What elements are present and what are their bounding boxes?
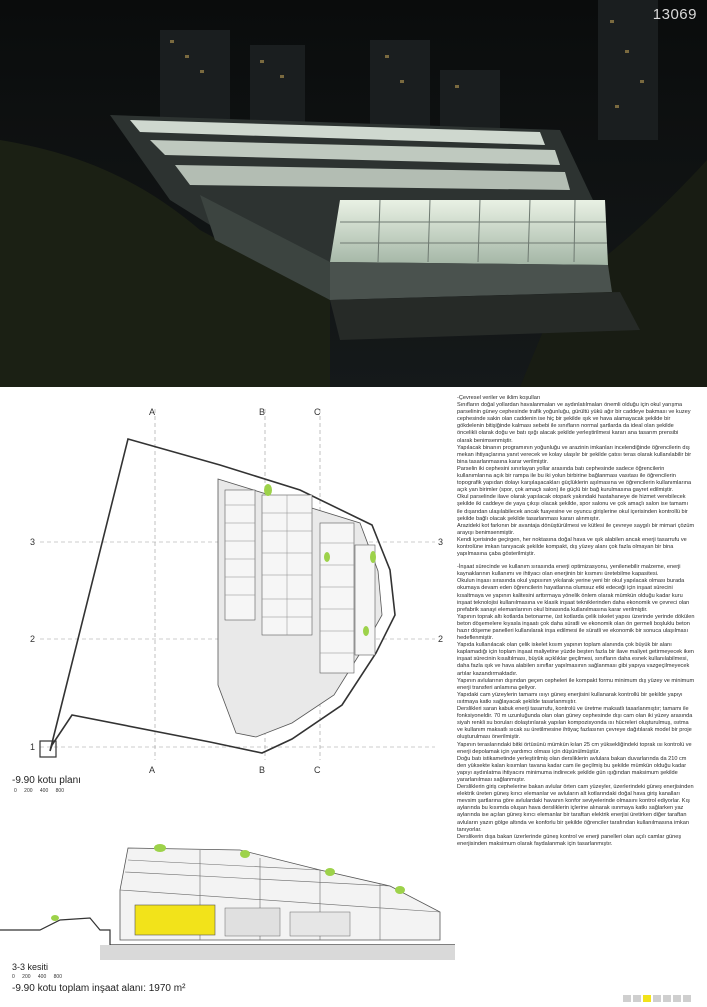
section-scale-bar: [12, 974, 62, 980]
svg-text:C: C: [314, 765, 321, 775]
square-grey: [633, 995, 641, 1002]
svg-text:A: A: [149, 407, 156, 417]
square-grey: [623, 995, 631, 1002]
svg-text:C: C: [314, 407, 321, 417]
square-grey: [673, 995, 681, 1002]
scale-mark: 200: [22, 974, 31, 980]
square-grey: [663, 995, 671, 1002]
paragraph-energy: -İnşaat sürecinde ve kullanım sırasında enerji optimizasyonu, yenilenebilir malzeme, enerji kaynaklarının kullanımı ve ihtiyacı olan enerjinin bir kısmını üretebilme kapasitesi. Okulun inşası sırasında okul yapısının yıkılarak yerine yeni bir okul yapılacak olması burada okumaya devam eden öğrencilerin hayatlarına olumsuz etki edeceği için inşaat sürecini kısaltmaya ve yapının kalitesini arttırmaya yönelik önlem olarak mümkün olduğu kadar kuru inşaat teknolojisi kullanılmasına ve klasik inşaat tekniklerinden daha ekonomik ve çevreci olan prefabrik sanayi elemanlarının okul binasında kullanılmasına karar verilmiştir. Yapının toprak altı kotlarda betonarme, üst kotlarda çelik iskelet yapısı üzerinde yerinde dökülen beton döşemelere kıyasla inşaatı çok daha süratli ve ekonomik olan ön germeli boşluklu beton hazır döşeme panelleri kullanılarak inşa edilmesi ile süratli ve ekonomik bir sonuca ulaşılması hedeflenmiştir. Yapıda kullanılacak olan çelik iskelet kısım yapının toplam alanında çok büyük bir alanı kaplamadığı için toplam inşaat maliyetine yüzde beşten fazla bir ilave maliyet getirmeyecek iken inşaat sürecinin kısaltılması, büyük açıklıklar geçilmesi, sınıfların daha esnek kullanılabilmesi, daha fazla ışık ve hava alabilen sınıflar yapılmasının sağlanması gibi yapıya vazgeçilmeyecek artılar kazandırmaktadır. Yapının avlularının dışından geçen cepheleri ile kompakt formu minimum dış yüzey ve minimum enerji transferi anlamına geliyor. Yapıdaki cam yüzeylerin tamamı ısıyı güneş enerjisini kullanarak kontrollü bir şekilde yapıyı ısıtmaya katkı sağlayacak şekilde tasarlanmıştır. Derslikleri saran kabuk enerji tasarrufu, kontrolü ve üretme maksatlı tasarlanmıştır; tamamı ile fonksiyoneldir. 70 m uzunluğunda olan olan güney cephesinde dışı cam olan iki yüzey arasında siyah renkli su boruları dolaştırılarak yapılan kompozisyonda ısı hücreleri oluşturulmuş, ısıtma ve kullanım maksatlı sıcak su üretilmesine ihtiyaç fazlasının çevreye dağıtılarak model bir proje oluşturulması önerilmiştir. Yapının teraslarındaki bitki örtüsünü mümkün kılan 25 cm yüksekliğindeki toprak ısı kontrolü ve enerji depolamak için yardımcı olması için düşünülmüştür. Doğu batı istikametinde yerleştirilmiş olan dersliklerin avlulara bakan duvarlarında da 210 cm den yüksekte kalan kısımları tavana kadar cam ile geçilmiş bu şekilde mümkün olduğu kadar yapıyı aydınlatma ihtiyacını minimuma indirecek şekilde gün ışığından maksimum şekilde yararlanılması sağlanmıştır. Dersliklerin giriş cephelerine bakan avlular örten cam yüzeyler, üzerlerindeki güneş enerjisinden elektrik üreten güneş kırıcı elemanlar ve avluların alt kotlarındaki doğal hava giriş kanalları mevsim şartlarına göre avlulardaki havanın konfor seviyelerinde olmasını kontrol ediyorlar. Kış aylarında bu kısımda oluşan hava dersliklerin içlerine alınarak ısınmaya katkı sağlarken yaz aylarında ise açılan güneş kırıcı elemanlar bir taraftan elektrik enerjisi üretirken diğer taraftan avluların yazın gölge altında ve konforlu bir şekilde öğrenciler tarafından kullanılmasına imkan tanıyorlar. Derslikerin dışa bakan üzerlerinde güneş kontrol ve enerji panelleri olan açılı camlar güneş enerjisinden maksimum olarak faydalanmak için tasarlanmıştır.: [457, 564, 695, 847]
scale-mark: 800: [53, 974, 62, 980]
scale-mark: 400: [37, 974, 47, 980]
square-grey: [683, 995, 691, 1002]
svg-text:2: 2: [30, 634, 36, 644]
plan-caption: -9.90 kotu planı: [12, 775, 81, 786]
svg-text:1: 1: [30, 742, 36, 752]
sheet-id: 13069: [652, 6, 697, 23]
scale-mark: 200: [24, 788, 33, 794]
total-area: -9.90 kotu toplam inşaat alanı: 1970 m²: [12, 983, 186, 994]
scale-mark: 0: [12, 974, 15, 980]
square-yellow: [643, 995, 651, 1002]
svg-text:3: 3: [438, 537, 444, 547]
section-drawing: [0, 820, 455, 995]
plan-scale-bar: [14, 788, 64, 794]
scale-mark: 800: [55, 788, 64, 794]
paragraph-environment: -Çevresel veriler ve iklim koşulları Sınıfların doğal yollardan havalanmaları ve aydınlatılmaları önemli olduğu için okul yarışma parselinin güney cephesinde trafik yoğunluğu, gürültü yükü ağır bir caddeye bakması ve kuzey cephesinde sakin olan caddenin ise hiç bir şekilde ışık ve hava alamayacak şekilde bir gökdelenin bitişiğinde kalması sebebi ile sınıfların normal şartlarda da ideal olan şekilde öncelikli olarak doğu ve batı ışığı alacak şekilde yerleştirilmesi kararı ana tasarım prensibi olarak benimsenmiştir. Yapılacak binanın programının yoğunluğu ve arazinin imkanları incelendiğinde öğrencilerin dış mekan ihtiyaçlarına yanıt verecek ve kolay ulaşılır bir şekilde çatısı teras olarak kullanılabilir bir bina tasarlanmasına karar verilmiştir. Parselin iki cephesini sınırlayan yollar arasında batı cephesinde sadece öğrencilerin kullanımlarına açık bir rampa ile bu iki yolun birbirine bağlanması vasıtası ile öğrencilerin topografik yapıdan dolayı karşılaşacakları güçlüklerin aşılmasına ve öğrencilerin kullanımlarına açık yan birimler (spor, çok amaçlı salon) ile güçlü bir bağ kurulmasına gayret edilmiştir. Okul parselinde ilave olarak yapılacak otopark yakındaki hastahaneye de hizmet verebilecek şekilde iki caddeye de yaya çıkışı olacak şekilde, spor salonu ve çok amaçlı salon ise tamamı ile dışarıdan ulaşılabilecek ancak fuayesine ve oyuncu girişlerine okul içerisinden kontrollü bir şekilde bağlı olacak şekilde tasarlanması kararı alınmıştır. Arazideki kot farkının bir avantaja dönüştürülmesi ve kütlesi ile çevreye saygılı bir mimari çözüm arayışı benimsenmiştir. Kendi içerisinde geçirgen, her noktasına doğal hava ve ışık alabilen ancak enerji tasarrufu ve kontrolüne imkan tanıyacak şekilde kompakt, dış yüzey alanı çok fazla olmayan bir bina yapılmasına çaba gösterilmiştir.: [457, 395, 695, 558]
svg-text:B: B: [259, 407, 266, 417]
section-caption: 3-3 kesiti: [12, 962, 49, 972]
svg-text:2: 2: [438, 634, 444, 644]
render-illustration: [0, 0, 707, 387]
color-legend: [621, 989, 691, 1007]
floor-plan: [0, 395, 455, 805]
svg-text:B: B: [259, 765, 266, 775]
svg-text:A: A: [149, 765, 156, 775]
scale-mark: 400: [39, 788, 49, 794]
description-text: [457, 395, 695, 995]
night-render-image: [0, 0, 707, 387]
svg-text:3: 3: [30, 537, 36, 547]
section-illustration: [0, 820, 455, 975]
floor-plan-drawing: [0, 395, 455, 805]
scale-mark: 0: [14, 788, 17, 794]
square-grey: [653, 995, 661, 1002]
